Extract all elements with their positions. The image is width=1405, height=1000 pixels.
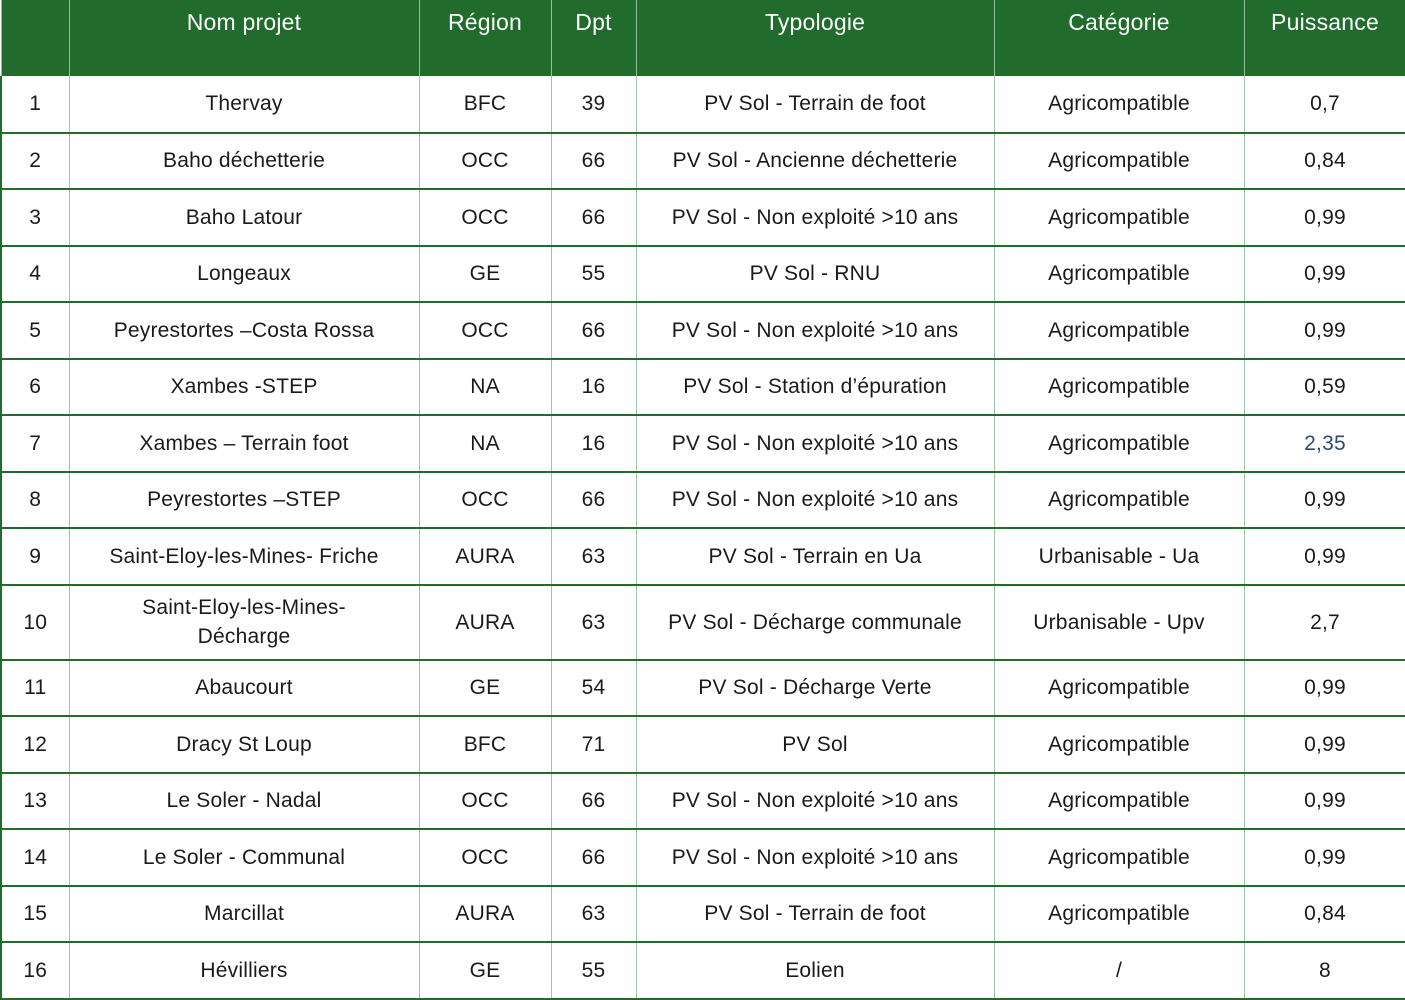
cell-number: 5: [1, 302, 69, 359]
table-row: [1, 189, 1405, 246]
table-row: [1, 359, 1405, 416]
cell-power: 0,99: [1244, 528, 1405, 585]
cell-typology: PV Sol - Ancienne déchetterie: [636, 133, 994, 190]
cell-typology: PV Sol - Décharge communale: [636, 585, 994, 660]
cell-number: 4: [1, 246, 69, 303]
cell-region: AURA: [419, 585, 551, 660]
cell-typology: PV Sol - Non exploité >10 ans: [636, 415, 994, 472]
cell-number: 2: [1, 133, 69, 190]
cell-project-name: Marcillat: [69, 886, 419, 943]
cell-category: Agricompatible: [994, 246, 1244, 303]
cell-department: 63: [551, 528, 636, 585]
cell-number: 12: [1, 716, 69, 773]
cell-category: Urbanisable - Ua: [994, 528, 1244, 585]
cell-region: GE: [419, 942, 551, 999]
cell-department: 63: [551, 585, 636, 660]
cell-typology: PV Sol - Terrain de foot: [636, 886, 994, 943]
cell-power: 0,59: [1244, 359, 1405, 416]
cell-department: 16: [551, 415, 636, 472]
header-category: Catégorie: [994, 0, 1244, 76]
cell-number: 6: [1, 359, 69, 416]
table-row: [1, 716, 1405, 773]
cell-project-name: Hévilliers: [69, 942, 419, 999]
cell-typology: PV Sol - Décharge Verte: [636, 660, 994, 717]
cell-number: 13: [1, 773, 69, 830]
cell-power: 0,99: [1244, 472, 1405, 529]
cell-department: 54: [551, 660, 636, 717]
cell-region: BFC: [419, 716, 551, 773]
cell-department: 66: [551, 302, 636, 359]
table-row: [1, 133, 1405, 190]
cell-project-name: Abaucourt: [69, 660, 419, 717]
cell-number: 14: [1, 829, 69, 886]
cell-department: 55: [551, 942, 636, 999]
table-row: [1, 472, 1405, 529]
cell-number: 1: [1, 76, 69, 133]
cell-region: NA: [419, 359, 551, 416]
table-header: [1, 0, 1405, 76]
table-row: [1, 829, 1405, 886]
cell-category: Agricompatible: [994, 302, 1244, 359]
cell-number: 8: [1, 472, 69, 529]
table-row: [1, 246, 1405, 303]
header-typology: Typologie: [636, 0, 994, 76]
cell-power: 2,7: [1244, 585, 1405, 660]
cell-number: 15: [1, 886, 69, 943]
cell-project-name: Longeaux: [69, 246, 419, 303]
cell-number: 3: [1, 189, 69, 246]
cell-department: 55: [551, 246, 636, 303]
table-row: [1, 585, 1405, 660]
cell-project-name: Xambes -STEP: [69, 359, 419, 416]
cell-number: 7: [1, 415, 69, 472]
table-row: [1, 773, 1405, 830]
table-row: [1, 302, 1405, 359]
cell-department: 16: [551, 359, 636, 416]
cell-region: AURA: [419, 886, 551, 943]
cell-department: 66: [551, 133, 636, 190]
table-row: [1, 528, 1405, 585]
cell-project-name: Peyrestortes –Costa Rossa: [69, 302, 419, 359]
cell-power: 8: [1244, 942, 1405, 999]
cell-region: OCC: [419, 189, 551, 246]
cell-category: Agricompatible: [994, 829, 1244, 886]
header-power: Puissance: [1244, 0, 1405, 76]
cell-project-name: Le Soler - Communal: [69, 829, 419, 886]
cell-typology: PV Sol - RNU: [636, 246, 994, 303]
cell-typology: PV Sol - Station d’épuration: [636, 359, 994, 416]
cell-typology: PV Sol - Non exploité >10 ans: [636, 829, 994, 886]
header-region: Région: [419, 0, 551, 76]
cell-typology: Eolien: [636, 942, 994, 999]
cell-region: OCC: [419, 773, 551, 830]
cell-project-name: Saint-Eloy-les-Mines- Décharge: [69, 585, 419, 660]
cell-typology: PV Sol - Non exploité >10 ans: [636, 302, 994, 359]
cell-power: 0,99: [1244, 189, 1405, 246]
cell-department: 66: [551, 189, 636, 246]
cell-number: 16: [1, 942, 69, 999]
cell-project-name: Baho Latour: [69, 189, 419, 246]
cell-region: NA: [419, 415, 551, 472]
cell-project-name: Thervay: [69, 76, 419, 133]
table-row: [1, 942, 1405, 999]
cell-typology: PV Sol: [636, 716, 994, 773]
cell-power: 0,99: [1244, 773, 1405, 830]
cell-power: 0,99: [1244, 246, 1405, 303]
table-row: [1, 415, 1405, 472]
cell-typology: PV Sol - Non exploité >10 ans: [636, 472, 994, 529]
cell-region: OCC: [419, 472, 551, 529]
cell-project-name: Xambes – Terrain foot: [69, 415, 419, 472]
cell-power: 0,84: [1244, 886, 1405, 943]
table-body: [1, 76, 1405, 999]
cell-department: 71: [551, 716, 636, 773]
cell-power: 0,84: [1244, 133, 1405, 190]
header-department: Dpt: [551, 0, 636, 76]
cell-region: OCC: [419, 302, 551, 359]
table-row: [1, 660, 1405, 717]
cell-region: GE: [419, 660, 551, 717]
cell-category: Agricompatible: [994, 415, 1244, 472]
cell-category: Agricompatible: [994, 359, 1244, 416]
cell-category: /: [994, 942, 1244, 999]
cell-category: Agricompatible: [994, 660, 1244, 717]
cell-power: 0,99: [1244, 302, 1405, 359]
cell-number: 10: [1, 585, 69, 660]
table-row: [1, 886, 1405, 943]
cell-category: Agricompatible: [994, 189, 1244, 246]
cell-typology: PV Sol - Terrain en Ua: [636, 528, 994, 585]
cell-region: BFC: [419, 76, 551, 133]
cell-region: AURA: [419, 528, 551, 585]
cell-power: 0,7: [1244, 76, 1405, 133]
cell-category: Agricompatible: [994, 76, 1244, 133]
cell-power: 0,99: [1244, 660, 1405, 717]
header-number: [1, 0, 69, 76]
cell-project-name: Dracy St Loup: [69, 716, 419, 773]
cell-category: Urbanisable - Upv: [994, 585, 1244, 660]
cell-region: OCC: [419, 133, 551, 190]
cell-department: 66: [551, 829, 636, 886]
cell-department: 63: [551, 886, 636, 943]
cell-category: Agricompatible: [994, 133, 1244, 190]
cell-category: Agricompatible: [994, 773, 1244, 830]
cell-project-name: Le Soler - Nadal: [69, 773, 419, 830]
cell-category: Agricompatible: [994, 716, 1244, 773]
cell-category: Agricompatible: [994, 472, 1244, 529]
cell-number: 9: [1, 528, 69, 585]
cell-project-name: Saint-Eloy-les-Mines- Friche: [69, 528, 419, 585]
cell-department: 39: [551, 76, 636, 133]
header-row: [1, 0, 1405, 76]
cell-project-name: Peyrestortes –STEP: [69, 472, 419, 529]
cell-power: 0,99: [1244, 829, 1405, 886]
cell-project-name: Baho déchetterie: [69, 133, 419, 190]
cell-region: GE: [419, 246, 551, 303]
cell-region: OCC: [419, 829, 551, 886]
cell-typology: PV Sol - Non exploité >10 ans: [636, 189, 994, 246]
table-row: [1, 76, 1405, 133]
cell-department: 66: [551, 773, 636, 830]
cell-department: 66: [551, 472, 636, 529]
cell-category: Agricompatible: [994, 886, 1244, 943]
cell-power: 0,99: [1244, 716, 1405, 773]
header-project-name: Nom projet: [69, 0, 419, 76]
cell-power-highlighted: 2,35: [1244, 415, 1405, 472]
cell-typology: PV Sol - Non exploité >10 ans: [636, 773, 994, 830]
cell-typology: PV Sol - Terrain de foot: [636, 76, 994, 133]
cell-number: 11: [1, 660, 69, 717]
